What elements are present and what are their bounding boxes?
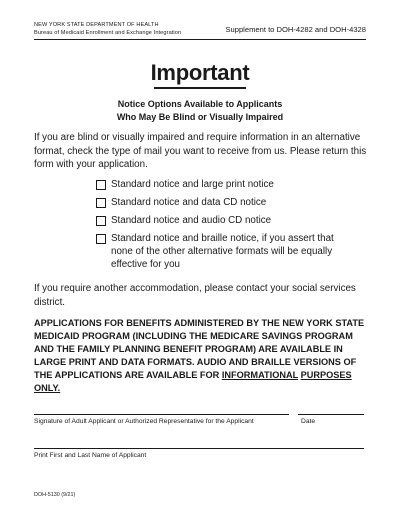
option-braille[interactable] [96,232,336,271]
option-large-print[interactable] [96,178,336,191]
supplement-reference: Supplement to DOH-4282 and DOH-4328 [225,25,366,34]
signature-label: Signature of Adult Applicant or Authorized Representative for the Applicant [34,418,254,425]
date-line[interactable] [298,414,364,415]
subtitle-line-2: Who May Be Blind or Visually Impaired [116,112,284,122]
bureau-name: Bureau of Medicaid Enrollment and Exchange Integration [34,30,182,36]
subtitle-line-1: Notice Options Available to Applicants [117,99,283,109]
printed-name-line[interactable] [34,448,364,449]
agency-name: NEW YORK STATE DEPARTMENT OF HEALTH [34,22,159,28]
large-print-checkbox[interactable] [96,180,106,190]
braille-checkbox[interactable] [96,234,106,244]
header-divider [34,39,366,40]
option-label: Standard notice and data CD notice [111,197,267,208]
notice-text: APPLICATIONS FOR BENEFITS ADMINISTERED BY THE NEW YORK STATE MEDICAID PROGRAM (INCLUDING THE MEDICARE SAVINGS PROGRAM AND THE FAMILY PLANNING BENEFIT PROGRAM) ARE AVAILABLE IN LARGE PRINT AND DATA FORMATS. AUDIO AND BRAILLE VERSIONS OF THE APPLICATIONS ARE AVAILABLE FOR [34,318,365,380]
option-audio-cd[interactable] [96,214,336,227]
page-title: Important [150,60,250,85]
signature-line[interactable] [34,414,289,415]
date-label: Date [301,418,316,425]
notice-informational: INFORMATIONAL [221,370,299,380]
subtitle [0,98,400,124]
option-label: Standard notice and audio CD notice [111,215,272,226]
audio-cd-checkbox[interactable] [96,216,106,226]
option-data-cd[interactable] [96,196,336,209]
printed-name-label: Print First and Last Name of Applicant [34,452,147,459]
availability-notice [34,317,372,395]
form-number: DOH-5130 (9/21) [34,492,76,498]
accommodation-paragraph: If you require another accommodation, please contact your social services district. [34,283,356,308]
agency-header [34,21,181,37]
notice-purposes: PURPOSES [300,370,352,380]
option-label: Standard notice and large print notice [111,179,274,190]
option-label: Standard notice and braille notice, if you assert that none of the other alternative formats will be equally effective for you [111,233,334,270]
intro-paragraph: If you are blind or visually impaired and require information in an alternative format, check the type of mail you want to receive from us. Please return this form with your application. [34,132,367,170]
notice-only: ONLY. [34,383,61,393]
title-underline [154,87,246,89]
data-cd-checkbox[interactable] [96,198,106,208]
